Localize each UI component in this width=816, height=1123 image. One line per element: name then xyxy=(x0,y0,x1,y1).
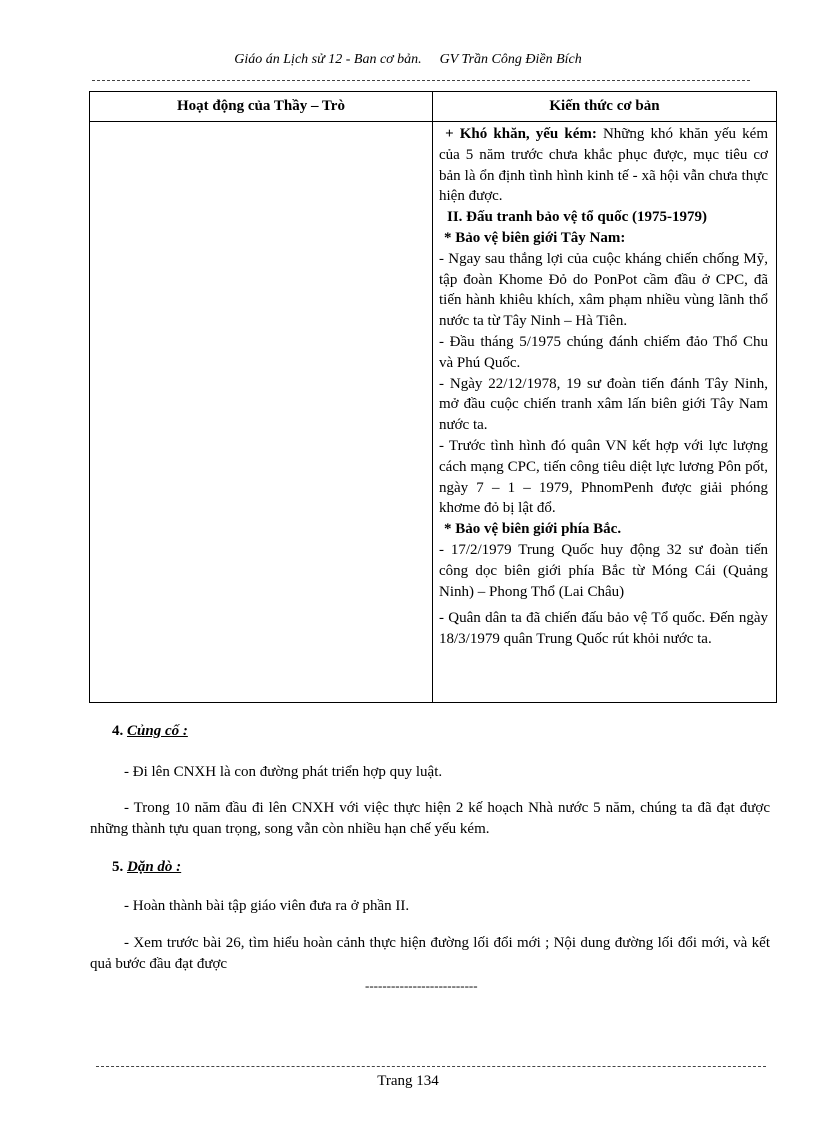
header-divider xyxy=(92,80,750,81)
section-5-paragraph-1: - Hoàn thành bài tập giáo viên đưa ra ở phần II. xyxy=(124,898,410,914)
subheading-southwest: * Bảo vệ biên giới Tây Nam: xyxy=(444,229,626,246)
paragraph-southwest-4: - Trước tình hình đó quân VN kết hợp với lực lượng cách mạng CPC, tiến công tiêu diệt lực lương Pôn pốt, ngày 7 – 1 – 1979, PhnomPenh được giải phóng khơme đỏ bị lật đổ. xyxy=(439,437,768,517)
paragraph-north-1: - 17/2/1979 Trung Quốc huy động 32 sư đoàn tiến công dọc biên giới phía Bắc từ Móng Cái (Quảng Ninh) – Phong Thổ (Lai Châu) xyxy=(439,541,768,600)
header-teacher-name: GV Trần Công Điền Bích xyxy=(439,52,582,67)
col-header-activities: Hoạt động của Thầy – Trò xyxy=(90,92,433,122)
page-number: Trang 134 xyxy=(377,1073,439,1089)
section-4-paragraph-1: - Đi lên CNXH là con đường phát triển hợp quy luật. xyxy=(124,764,443,780)
section-4-number: 4. xyxy=(112,723,124,739)
table-content-row xyxy=(90,122,777,703)
difficulties-label: + Khó khăn, yếu kém: xyxy=(445,126,597,142)
paragraph-north-2: - Quân dân ta đã chiến đấu bảo vệ Tổ quốc. Đến ngày 18/3/1979 quân Trung Quốc rút khỏi nước ta. xyxy=(439,610,768,648)
section-4-paragraph-2: - Trong 10 năm đầu đi lên CNXH với việc thực hiện 2 kế hoạch Nhà nước 5 năm, chúng ta đã đạt được những thành tựu quan trọng, song vẫn còn nhiều hạn chế yếu kém. xyxy=(90,800,770,837)
footer-divider xyxy=(96,1066,766,1067)
header-course-title: Giáo án Lịch sử 12 - Ban cơ bản. xyxy=(234,52,422,67)
section-5-paragraph-2: - Xem trước bài 26, tìm hiểu hoàn cảnh thực hiện đường lối đổi mới ; Nội dung đường lối đổi mới, và kết quả bước đầu đạt được xyxy=(90,935,770,972)
lesson-table xyxy=(89,91,777,703)
paragraph-southwest-3: - Ngày 22/12/1978, 19 sư đoàn tiến đánh Tây Ninh, mở đầu cuộc chiến tranh xâm lấn biên giới Tây Nam nước ta. xyxy=(439,375,768,434)
end-separator: -------------------------- xyxy=(365,978,478,993)
paragraph-southwest-2: - Đầu tháng 5/1975 chúng đánh chiếm đảo Thổ Chu và Phú Quốc. xyxy=(439,333,768,371)
paragraph-southwest-1: - Ngay sau thắng lợi của cuộc kháng chiến chống Mỹ, tập đoàn Khome Đỏ do PonPot cầm đầu ở CPC, đã tiến hành khiêu khích, xâm phạm nhiều vùng lãnh thổ nước ta từ Tây Ninh – Hà Tiên. xyxy=(439,250,768,330)
section-4-title: Củng cố : xyxy=(127,723,188,739)
section-4-heading xyxy=(90,721,770,742)
section-5-heading xyxy=(90,857,770,878)
section-heading-defense: II. Đấu tranh bảo vệ tổ quốc (1975-1979) xyxy=(447,209,708,226)
difficulties-paragraph xyxy=(439,124,768,207)
section-5-number: 5. xyxy=(112,859,124,875)
knowledge-cell xyxy=(433,122,777,703)
col-header-knowledge: Kiến thức cơ bản xyxy=(433,92,777,122)
activities-cell xyxy=(90,122,433,703)
section-5-title: Dặn dò : xyxy=(127,859,182,875)
page-header xyxy=(0,52,816,68)
table-header-row xyxy=(90,92,777,122)
subheading-north: * Bảo vệ biên giới phía Bắc. xyxy=(444,521,622,538)
difficulties-text: Những khó khăn yếu kém của 5 năm trước chưa khắc phục được, mục tiêu cơ bản là ổn định tình hình kinh tế - xã hội vẫn chưa thực hiện được. xyxy=(439,126,768,205)
